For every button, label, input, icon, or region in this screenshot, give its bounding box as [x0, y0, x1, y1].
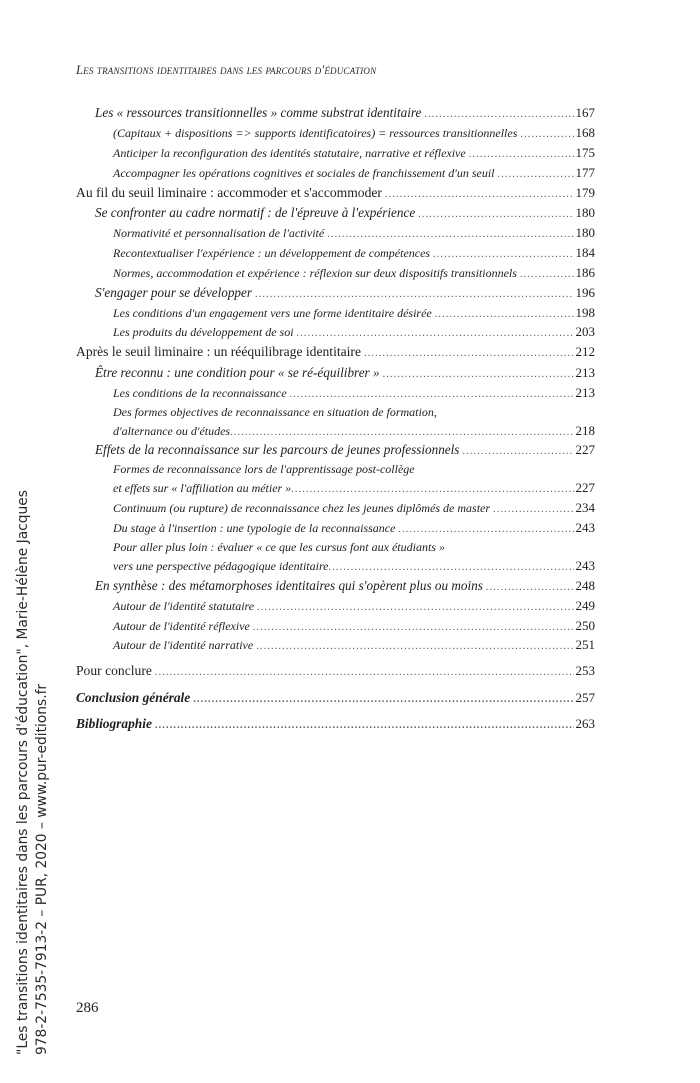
toc-entry [76, 384, 595, 404]
toc-entry [76, 715, 595, 735]
toc-entry-page: 179 [575, 184, 595, 200]
toc-entry [76, 124, 595, 144]
toc-entry [76, 617, 595, 637]
toc-entry-title: Continuum (ou rupture) de reconnaissance chez les jeunes diplômés de master [113, 501, 491, 516]
toc-entry [76, 144, 595, 164]
toc-entry-page: 253 [575, 663, 595, 679]
dot-leader [290, 386, 574, 404]
dot-leader [155, 664, 574, 682]
toc-entry-page: 203 [575, 324, 595, 340]
toc-entry [76, 343, 595, 363]
toc-entry [76, 519, 595, 539]
toc-entry [76, 404, 595, 442]
toc-entry [76, 577, 595, 597]
toc-entry-title: En synthèse : des métamorphoses identitaires qui s'opèrent plus ou moins [95, 577, 483, 593]
toc-entry-title: Après le seuil liminaire : un rééquilibrage identitaire [76, 344, 361, 360]
dot-leader [155, 717, 574, 735]
dot-leader [486, 579, 574, 597]
toc-entry-title: Formes de reconnaissance lors de l'apprentissage post-collège [113, 462, 415, 477]
toc-entry-title-continued: d'alternance ou d'études [113, 423, 231, 438]
toc-entry-title: Normes, accommodation et expérience : réflexion sur deux dispositifs transitionnels [113, 265, 517, 280]
toc-entry [76, 284, 595, 304]
toc-entry-title: Les produits du développement de soi [113, 325, 294, 340]
dot-leader [256, 638, 573, 656]
toc-entry [76, 304, 595, 324]
toc-entry-page: 250 [575, 617, 595, 633]
toc-entry [76, 164, 595, 184]
dot-leader [383, 366, 574, 384]
toc-entry-title: Autour de l'identité réflexive [113, 618, 250, 633]
toc-entry [76, 204, 595, 224]
page-number: 286 [76, 1000, 99, 1016]
toc-entry [76, 184, 595, 204]
toc-entry-title: Normativité et personnalisation de l'activité [113, 225, 325, 240]
dot-leader [253, 619, 574, 637]
toc-entry-page: 212 [575, 344, 595, 360]
dot-leader [291, 481, 573, 499]
toc-entry-page: 218 [575, 422, 595, 438]
toc-entry-page: 263 [575, 716, 595, 732]
dot-leader [520, 266, 574, 284]
toc-entry-title-continued: vers une perspective pédagogique identitaire [113, 558, 329, 573]
dot-leader [398, 521, 573, 539]
toc-entry [76, 499, 595, 519]
toc-entry-page: 257 [575, 689, 595, 705]
dot-leader [435, 306, 574, 324]
toc-entry-page: 213 [575, 384, 595, 400]
toc-entry [76, 636, 595, 656]
dot-leader [327, 226, 573, 244]
toc-entry [76, 364, 595, 384]
dot-leader [418, 206, 573, 224]
dot-leader [469, 146, 574, 164]
toc-entry [76, 264, 595, 284]
toc-entry [76, 441, 595, 461]
toc-entry-title: Se confronter au cadre normatif : de l'épreuve à l'expérience [95, 205, 416, 221]
toc-entry [76, 597, 595, 617]
dot-leader [255, 286, 573, 304]
toc-entry-title: Être reconnu : une condition pour « se ré-équilibrer » [95, 364, 380, 380]
toc-entry-page: 248 [575, 577, 595, 593]
toc-entry [76, 689, 595, 709]
toc-entry-title: Anticiper la reconfiguration des identités statutaire, narrative et réflexive [113, 145, 466, 160]
toc-entry-page: 243 [575, 557, 595, 573]
dot-leader [329, 559, 574, 577]
toc-entry-title: Bibliographie [76, 716, 152, 732]
toc-entry [76, 662, 595, 682]
toc-entry-title: Autour de l'identité statutaire [113, 598, 255, 613]
toc-entry [76, 539, 595, 577]
dot-leader [193, 691, 573, 709]
toc-entry-page: 251 [575, 637, 595, 653]
toc-entry-page: 175 [575, 144, 595, 160]
toc-entry [76, 461, 595, 499]
toc-entry-title: Pour aller plus loin : évaluer « ce que les cursus font aux étudiants » [113, 539, 445, 554]
toc-entry-page: 196 [575, 284, 595, 300]
dot-leader [364, 345, 574, 363]
toc-entry-title: Des formes objectives de reconnaissance en situation de formation, [113, 404, 437, 419]
dot-leader [462, 443, 573, 461]
toc-entry-title: S'engager pour se développer [95, 284, 253, 300]
dot-leader [498, 166, 574, 184]
toc-entry-title: Accompagner les opérations cognitives et sociales de franchissement d'un seuil [113, 165, 495, 180]
toc-entry-title: Recontextualiser l'expérience : un développement de compétences [113, 245, 431, 260]
toc-entry-page: 168 [575, 124, 595, 140]
toc-entry-title: (Capitaux + dispositions => supports identificatoires) = ressources transitionnelles [113, 125, 518, 140]
toc-entry-title: Pour conclure [76, 663, 152, 679]
toc-entry-page: 186 [575, 264, 595, 280]
toc-entry-title: Les conditions d'un engagement vers une forme identitaire désirée [113, 305, 432, 320]
toc-entry-page: 184 [575, 244, 595, 260]
toc-entry-page: 234 [575, 500, 595, 516]
toc-entry-page: 180 [575, 205, 595, 221]
toc-entry-page: 213 [575, 364, 595, 380]
toc-entry-title: Effets de la reconnaissance sur les parcours de jeunes professionnels [95, 442, 460, 458]
toc-entry-page: 249 [575, 597, 595, 613]
dot-leader [424, 106, 573, 124]
toc-entry-title-continued: et effets sur « l'affiliation au métier » [113, 481, 292, 496]
toc-entry-page: 198 [575, 304, 595, 320]
toc-entry-title: Les conditions de la reconnaissance [113, 385, 287, 400]
running-header: Les transitions identitaires dans les parcours d'éducation [76, 63, 377, 77]
toc-entry-title: Les « ressources transitionnelles » comme substrat identitaire [95, 105, 422, 120]
sidebar-line-isbn: 978-2-7535-7913-2 – PUR, 2020 – www.pur-editions.fr [34, 683, 50, 1055]
toc-entry-title: Du stage à l'insertion : une typologie de la reconnaissance [113, 521, 396, 536]
toc-entry [76, 244, 595, 264]
toc-entry-title: Conclusion générale [76, 689, 191, 705]
toc-entry-page: 227 [575, 442, 595, 458]
toc-entry [76, 104, 595, 124]
toc-entry-page: 180 [575, 224, 595, 240]
dot-leader [385, 186, 574, 204]
toc-entry-title: Autour de l'identité narrative [113, 638, 254, 653]
toc-entry [76, 323, 595, 343]
dot-leader [297, 325, 574, 343]
toc-entry-page: 177 [575, 164, 595, 180]
toc-entry [76, 224, 595, 244]
toc-entry-title: Au fil du seuil liminaire : accommoder et s'accommoder [76, 184, 382, 200]
copyright-sidebar [0, 0, 70, 1083]
dot-leader [493, 501, 573, 519]
toc-entry-page: 167 [575, 105, 595, 120]
table-of-contents [76, 104, 595, 736]
sidebar-line-title: "Les transitions identitaires dans les parcours d'éducation", Marie-Hélène Jacques [15, 490, 31, 1055]
toc-entry-page: 243 [575, 520, 595, 536]
toc-entry-page: 227 [575, 480, 595, 496]
dot-leader [520, 126, 573, 144]
dot-leader [433, 246, 573, 264]
dot-leader [230, 424, 573, 442]
dot-leader [257, 599, 573, 617]
